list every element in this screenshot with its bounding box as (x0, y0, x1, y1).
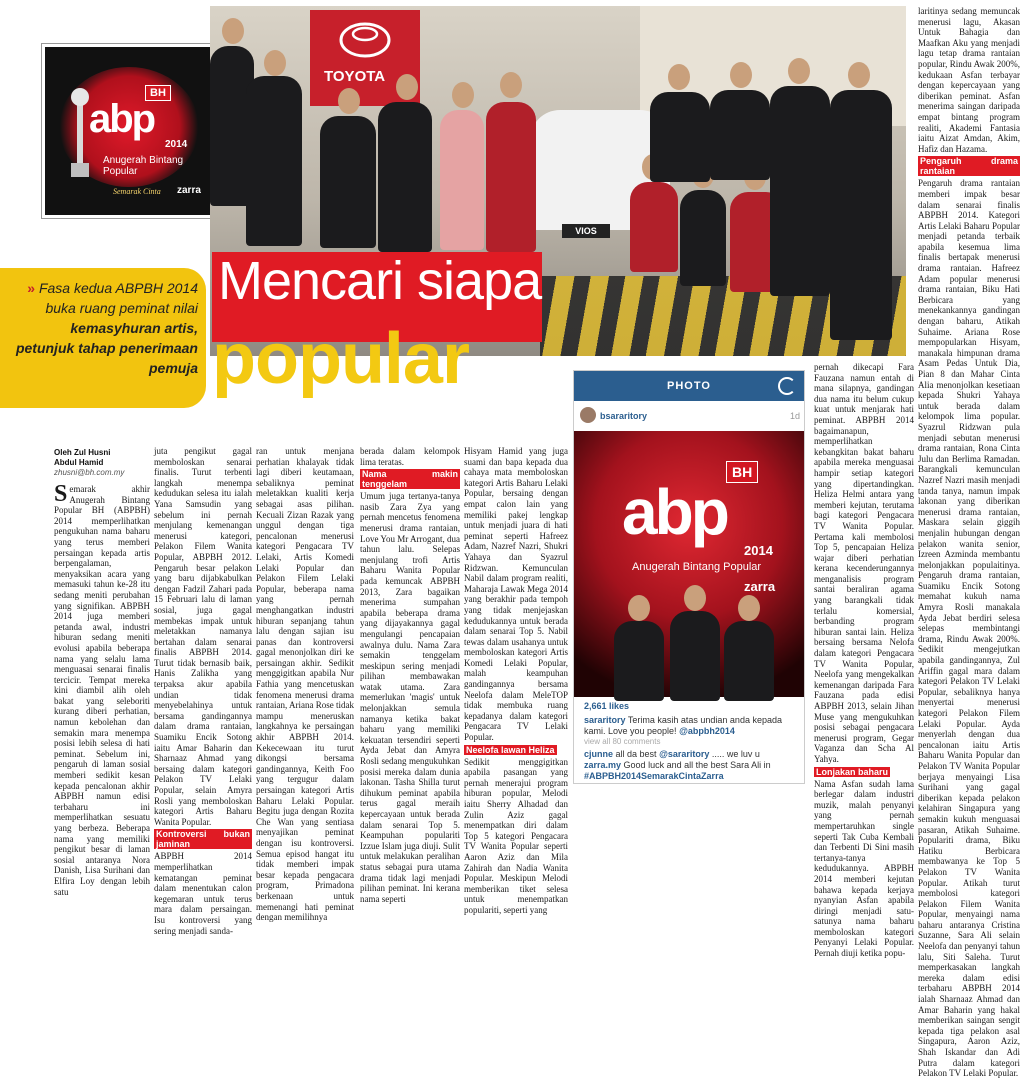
trophy-icon (69, 83, 91, 183)
column-5-text-b: Sedikit menggigitkan apabila pasangan yang pernah menerajui program hiburan popular, Melodi iaitu Sherry Alhadad dan Zulin Aziz gagal menempatkan diri dalam Top 5 kategori Pengacara TV Wanita Popular seperti Aaron Aziz dan Mila Zahirah dan Nadia Wanita Popular. Meskipun Melodi memberikan tiket selesa untuk menempatkan populariti, seperti yang (464, 756, 568, 915)
instagram-photo-subtitle: Anugerah Bintang Popular (632, 561, 762, 573)
comment-1-rest: ..... we luv u (711, 749, 760, 759)
article-deck (0, 268, 206, 408)
abpbh-logo (42, 44, 214, 218)
instagram-header-bar (574, 371, 804, 401)
person (246, 76, 302, 246)
person-head (222, 18, 244, 44)
subhead-neelofa-heliza: Neelofa lawan Heliza (466, 744, 555, 755)
logo-bh-badge: BH (145, 85, 171, 101)
article-column-3 (256, 446, 354, 923)
byline-email: zhusni@bh.com.my (54, 468, 125, 477)
instagram-bar-title: PHOTO (667, 380, 711, 392)
person-head (500, 72, 522, 98)
person-head (264, 50, 286, 76)
comment-1-user[interactable]: cjunne (584, 749, 614, 759)
article-column-6 (814, 362, 914, 959)
column-5-text: Hisyam Hamid yang juga suami dan bapa kepada dua cahaya mata memboloskan kategori Artis Baharu Lelaki Popular, bersaing dengan empat calon lain yang memiliki pakej lengkap untuk menjadi juara di hati peminat seperti Hafreez Adam, Nazref Nazri, Shukri Yahaya dan Syazrul Ridzwan. Kemunculan Nabil dalam program realiti, Maharaja Lawak Mega 2014 yang berakhir pada tempoh yang tidak menjejaskan kedudukannya untuk berada dalam senarai Top 5. Nabil tewas dalam usahanya untuk memboloskan kategori Artis Komedi Lelaki Popular, malah keampuhan gandingannya bersama Neelofa dalam MeleTOP tidak membuka ruang kepadanya dalam kategori Pengacara TV Lelaki Popular. (464, 446, 568, 743)
person (830, 90, 892, 340)
column-4-text: berada dalam kelompok lima teratas. (360, 446, 460, 467)
person-head (338, 88, 360, 114)
person-head (848, 62, 870, 88)
avatar[interactable] (580, 407, 596, 423)
deck-bold: kemasyhuran artis, petunjuk tahap penerimaan pemuja (15, 320, 198, 376)
deck-arrow-icon: » (27, 280, 36, 296)
comment-1-mention[interactable]: @sararitory (659, 749, 710, 759)
toyota-emblem-icon (310, 10, 420, 66)
person (320, 116, 376, 248)
instagram-username[interactable]: bsararitory (600, 411, 648, 421)
person (670, 611, 720, 701)
byline-author2: Abdul Hamid (54, 458, 104, 467)
instagram-comments (584, 749, 798, 782)
person-head (452, 82, 474, 108)
instagram-photo (574, 431, 804, 697)
instagram-photo-wordmark: abp (622, 476, 727, 548)
logo-subtitle: Anugerah Bintang Popular (103, 155, 184, 177)
column-2-text-b: ABPBH 2014 memperlihatkan kematangan peminat dalam menentukan calon kegemaran untuk terus mara dalam persaingan. Isu kontroversi yang sering menjadi sanda- (154, 851, 252, 936)
column-6-text-b: Nama Asfan sudah lama berlegar dalam industri muzik, malah penyanyi yang pernah mempertaruhkan single seperti Tak Cuba Kembali dan Terbenti Di Sini masih tertanya-tanya kedudukannya. ABPBH 2014 memberi kejutan bahawa kepada kerjaya nyanyian Asfan apabila diringi menjadi satu-satunya nama baharu memboloskan kategori Penyanyi Lelaki Popular. Pernah diuji ketika popu- (814, 778, 914, 959)
column-3-text: ran untuk menjana perhatian khalayak tidak lagi diberi keutamaan, sebaliknya peminat meletakkan kualiti kerja sebagai asas pilihan. Kecuali Zizan Razak yang unggul dengan tiga pencalonan menerusi kategori Pengacara TV Lelaki, Artis Komedi Lelaki Popular dan Pelakon Filem Lelaki Popular, beberapa nama yang pernah menghangatkan industri hiburan sepanjang tahun lalu dengan sajian isu panas dan kontroversi gagal menonjolkan diri ke persaingan akhir. Sedikit menggigitkan apabila Nur Fathia yang mencetuskan fenomena menerusi drama rantaian, Ariana Rose tidak mampu meneruskan langkahnya ke persaingan akhir ABPBH 2014. Kekecewaan itu turut dikongsi bersama gandingannya, Keith Foo yang tergugur dalam persaingan kategori Artis Baharu Lelaki Popular. Begitu juga dengan Rozita Che Wan yang sentiasa menyajikan peminat dengan isu kontroversi. Semua episod hangat itu tidak memberi impak besar kepada pengacara program, Primadona berkenaan untuk memenangi hati peminat dengan memilihnya (256, 446, 354, 923)
person (680, 190, 726, 286)
column-7-text: laritinya sedang memuncak menerusi lagu, Akasan Untuk Bahagia dan Maafkan Aku yang menjadi lagu tetap drama rantaian popular, Rindu Awak 200%, kedukaan Asfan terbayar dengan kepercayaan yang diberikan peminat. Asfan menerima saingan daripada empat bintang program realiti, Akademi Fantasia iaitu Aizat Amdan, Akim, Hafiz dan Hazama. (918, 6, 1020, 154)
comment-2 (584, 760, 798, 782)
drop-cap: S (54, 481, 68, 507)
byline-author1: Oleh Zul Husni (54, 448, 111, 457)
instagram-photo-bh-badge: BH (726, 461, 758, 483)
person-head (788, 58, 810, 84)
comment-2-tag[interactable]: #ABPBH2014SemarakCintaZarra (584, 771, 724, 781)
person (614, 621, 664, 701)
car-plate: VIOS (562, 224, 610, 238)
refresh-icon[interactable] (778, 377, 796, 395)
logo-wordmark: abp (89, 97, 155, 141)
caption-text: Terima kasih atas undian anda kepada kami. Love you people! (584, 715, 782, 736)
person-head (684, 585, 706, 611)
headline-line1: Mencari siapa (218, 251, 542, 311)
deck-text (14, 278, 198, 378)
column-7-text-b: Pengaruh drama rantaian memberi impak besar dalam senarai finalis ABPBH 2014. Kategori Artis Lelaki Baharu Popular menjadi petanda terbaik apabila kesemua lima finalis bertapak menerusi drama rantaian. Hafreez Adam popular menerusi drama rantaian, Biku Hati Berbicara yang menekankannya gandingan dengan baharu, Atikah Suhaime. Ariana Rose mempopularkan Hisyam, manakala himpunan drama Asam Pedas Untuk Dia, Pian 8 dan Mahar Cinta Alia menonjolkan kesetiaan kepada Shukri Yahaya untuk berada dalam kelompok lima popular. Syazrul Ridzwan pula menjadi sebutan menerusi drama rantaian, Rona Cinta Julu dan Berlima Ramadan. Barangkali kemunculan Nazref Nazri masih menjadi tanda tanya, namun impak lakonan yang diberikan menerusi drama rantaian, Maskara selain giggih menjalin hubungan dengan pelakon wanita senior, Izreen Azminda membantu melonjakkan populaitinya. Pengaruh drama rantaian, Suamiku Encik Sotong memahat kukuh nama Amyra Rosli manakala Ayda Jebat berdiri selesa selepas membintangi drama, Rindu Awak 200%. Sedikit mengejutkan apabila gandingannya, Zul Ariffin gagal mara dalam kategori Pelakon TV Lelaki Popular, sebaliknya hanya menyertai menerusi kategori Pelakon Filem Lelaki Popular. Ayda menyerlah dengan dua pencalonan iaitu Artis Baharu Wanita Popular dan Pelakon TV Wanita Popular berjaya menyaingi Lisa Surihani yang gagal diberikan kepada pelakon kelahiran Singapura yang semakin kukuh menguasai pasaran, Atikah Suhaime. Populariti drama, Biku Hatiku Berbicara membawanya ke Top 5 Pelakon TV Wanita Popular. Atikah turut membolosi kategori Pelakon Filem Wanita Popular, menyaingi nama baharu antaranya Cristina Suzanne, Sara Ali selain Neelofa dan penyanyi tahun lalu, Siti Saleha. Turut memperkasakan langkah mereka dalam edisi terbaharu ABPBH 2014 ialah Sharnaaz Ahmad dan Amar Baharin yang hakal memberikan saingan sengit kepada tiga pelakon asal Singapura, Aaron Aziz, Shah Iskandar dan Adi Putra dalam kategori Pelakon TV Lelaki Popular. (918, 178, 1020, 1079)
person (710, 90, 770, 180)
person (724, 621, 774, 701)
instagram-time: 1d (789, 411, 800, 421)
instagram-post (573, 370, 805, 784)
caption-mention[interactable]: @abpbh2014 (679, 726, 735, 736)
person (378, 102, 432, 252)
column-1-text: emarak akhir Anugerah Bintang Popular BH (ABPBH) 2014 memperlihatkan pengukuhan nama baharu yang terus memberi persaingan kepada artis berpengalaman, menyaksikan acara yang memasuki tahun ke-28 itu sedang meniti perubahan yang signifikan. ABPBH 2014 juga memberi petanda awal, industri hiburan sedang meniti evolusi apabila beberapa nama yang selalu lama menguasai senarai finalis tercicir. Tempat mereka kini diambil alih oleh bakat yang seleboriti kurang diberi perhatian, namun kebolehan dan semakin mara menempa posisi lebih selesa di hati peminat. Sebelum ini, pengaruh di laman sosial memberi sedikit kesan kepada pencalonan akhir ABPBH namun edisi terbaharu ini memperlihatkan sesuatu yang berbeza. Beberapa nama yang memiliki pengikut besar di laman sosial antaranya Nora Danish, Lisa Surihani dan Elfira Loy dengan lebih satu (54, 484, 150, 897)
instagram-photo-year: 2014 (744, 543, 773, 558)
deck-lead: Fasa kedua ABPBH 2014 buka ruang peminat nilai (38, 280, 198, 316)
article-column-7 (918, 6, 1020, 1079)
comment-2-text: Good luck and all the best Sara Ali in (623, 760, 771, 770)
column-6-text: pernah dikecapi Fara Fauzana namun entah di mana silapnya, gandingan dua nama itu belum cukup kuat untuk menjarak hati peminat. ABPBH 2014 bagaimanapun, memperlihatkan kebangkitan bakat baharu apabila mereka menguasai hampir setiap kategori yang dipertandingkan. Heliza Helmi antara yang memberi kejutan, terutama bagi kategori Pengacara TV Wanita Popular. Pertama kali membolosi Top 5, pencapaian Heliza wajar diberi perhatian kerana kecenderungannya menganalisis program santai beraliran agama yang barangkali tidak terlalu komersial, berbanding program hiburan santai lain. Heliza bersaing bersama Nelofa dalam kategori Pengacara TV Wanita Popular, Neelofa yang mengekalkan kemenangan daripada Fara Fauzana pada edisi ABPBH 2013, selain Jihan Muse yang mengukuhkan posisi sebagai pengacara menerusi program, Gegar Vaganza dan Scha Al Yahya. (814, 362, 914, 764)
person-head (730, 62, 752, 88)
person-head (668, 64, 690, 90)
person (650, 92, 710, 182)
subhead-kontroversi: Kontroversi bukan jaminan (156, 829, 250, 850)
article-column-5 (464, 446, 568, 915)
person-head (396, 74, 418, 100)
caption-username[interactable]: sararitory (584, 715, 626, 725)
logo-year: 2014 (165, 139, 188, 150)
instagram-caption (584, 715, 798, 737)
article-column-4 (360, 446, 460, 904)
article-column-1 (54, 481, 150, 897)
column-4-text-b: Umum juga tertanya-tanya nasib Zara Zya yang pernah mencetus fenomena menerusi drama rantaian, Love You Mr Arrogant, dua tahun lalu. Selepas menjulang trofi Artis Baharu Wanita Popular pada kemuncak ABPBH 2013, Zara bagaikan menerima sumpahan apabila beberapa drama yang dijayakannya gagal mengulangi pencapaian awalnya dulu. Nama Zara semakin tenggelam meskipun sering menjadi pilihan membawakan watak utama. Zara memerlukan 'magis' untuk melonjakkan semula namanya ketika bakat baharu yang memiliki kekuatan tersendiri seperti Ayda Jebat dan Amyra Rosli sedang mengukuhkan posisi mereka dalam dunia lakonan. Tasha Shilla turut dihukum peminat apabila terus gagal meraih kepercayaan untuk berada dalam senarai Top 5. Keampuhan populariti Izzue Islam juga diuji. Sulit untuk melakukan peralihan status sebagai pura utama drama tidak lagi menjadi pilihan peminat. Ini kerana nama seperti (360, 491, 460, 904)
headline-line2: popular (212, 319, 469, 399)
subhead-nama-tenggelam: Nama makin tenggelam (362, 469, 458, 490)
logo-signature: Semarak Cinta (113, 187, 161, 196)
person (630, 182, 678, 272)
comment-2-user[interactable]: zarra.my (584, 760, 622, 770)
subhead-lonjakan-baharu: Lonjakan baharu (816, 766, 889, 777)
comment-1-text: all da best (615, 749, 657, 759)
byline (54, 448, 144, 478)
comment-1 (584, 749, 798, 760)
column-2-text: juta pengikut gagal memboloskan senarai finalis. Turut terbenti langkah menempa kedudukan selesa itu ialah Yana Samsudin yang sebelum ini pernah menjulang kemenangan menerusi kategori, Pelakon Filem Wanita Popular, ABPBH 2012. Pengaruh besar pelakon yang baru dijabkabulkan dengan Fadzil Zahari pada 15 Februari lalu di laman sosial, juga gagal membekas impak untuk meletakkan namanya bertahan dalam senarai finalis ABPBH 2014. Turut tidak bernasib baik, Hanis Zalikha yang terpaksa akur apabila undian tidak menyebelahinya untuk bersama gandingannya dalam drama rantaian, Suamiku Encik Sotong iaitu Amar Baharin dan Sharnaaz Ahmad yang bersaing dalam kategori Pelakon TV Lelaki Popular, selain Amyra Rosli yang memboloskan kategori Artis Baharu Wanita Popular. (154, 446, 252, 827)
subhead-pengaruh-drama: Pengaruh drama rantaian (920, 156, 1018, 177)
instagram-likes[interactable]: 2,661 likes (584, 701, 630, 711)
person (770, 86, 830, 296)
instagram-photo-sponsor: zarra (744, 579, 776, 594)
person (486, 102, 536, 252)
view-all-comments-link[interactable]: view all 80 comments (584, 737, 661, 746)
person-head (628, 595, 650, 621)
article-column-2 (154, 446, 252, 936)
person-head (738, 595, 760, 621)
person (440, 110, 484, 250)
toyota-banner-text: TOYOTA (324, 68, 386, 85)
logo-sponsor: zarra (177, 185, 201, 196)
